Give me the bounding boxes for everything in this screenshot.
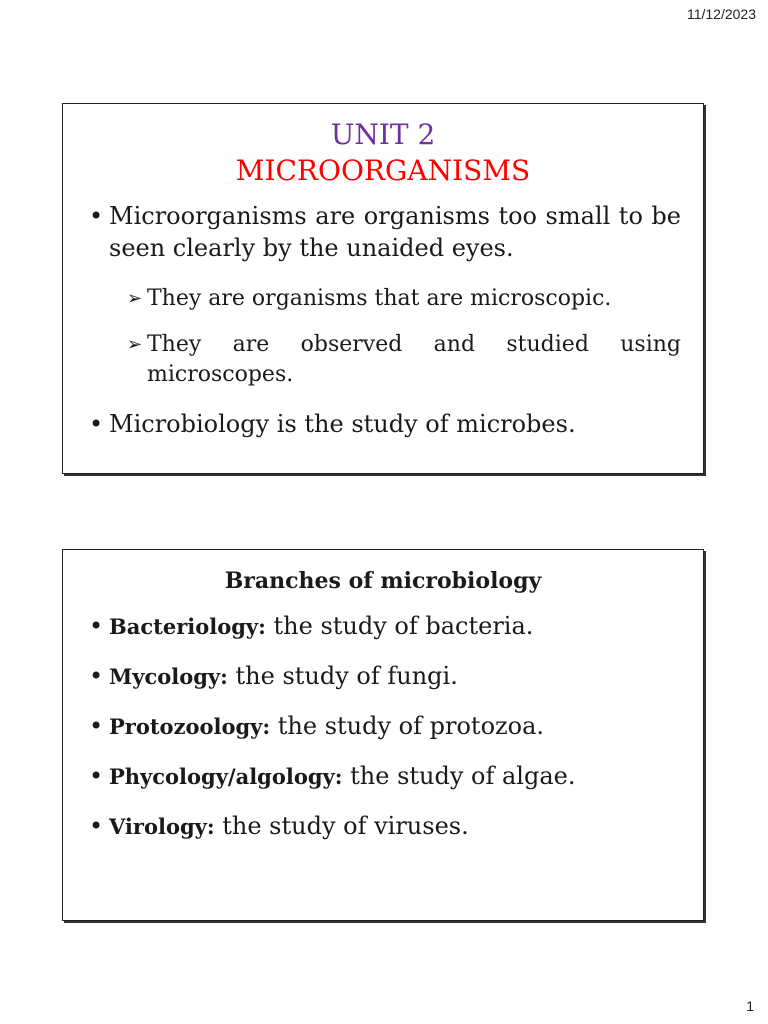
branch-term: Mycology: [109,664,228,689]
branch-description: the study of protozoa. [270,712,545,740]
page-number: 1 [746,998,754,1014]
branch-item [89,660,683,693]
bullet-dot-icon: • [89,762,104,790]
bullet-dot-icon: • [89,202,104,230]
branch-description: the study of algae. [342,762,576,790]
arrow-bullet-icon: ➢ [127,334,143,355]
bullet-item [89,200,681,264]
branch-term: Phycology/algology: [109,764,343,789]
print-date: 11/12/2023 [686,6,756,22]
sub-bullet-text: They are organisms that are microscopic. [147,286,612,311]
bullet-text: Microbiology is the study of microbes. [109,410,576,438]
bullet-item [89,408,681,440]
bullet-dot-icon: • [89,812,104,840]
slide-1 [62,103,704,474]
slide-subtitle: MICROORGANISMS [235,154,531,187]
bullet-text: Microorganisms are organisms too small to be seen clearly by the unaided eyes. [109,202,681,262]
sub-bullet-item [127,330,681,390]
branch-term: Protozoology: [109,714,271,739]
sub-bullet-item [127,284,681,314]
branch-item [89,610,683,643]
bullet-dot-icon: • [89,410,104,438]
branch-item [89,710,683,743]
branch-description: the study of bacteria. [265,612,534,640]
branch-item [89,760,683,793]
arrow-bullet-icon: ➢ [127,288,143,309]
branch-description: the study of viruses. [214,812,469,840]
bullet-dot-icon: • [89,662,104,690]
branch-term: Bacteriology: [109,614,266,639]
bullet-dot-icon: • [89,612,104,640]
branch-item [89,810,683,843]
branch-term: Virology: [109,814,215,839]
sub-bullet-text: They are observed and studied using microscopes. [147,332,681,387]
section-heading: Branches of microbiology [224,568,542,594]
branch-description: the study of fungi. [227,662,458,690]
slide-title: UNIT 2 [330,118,436,151]
slide-2 [62,549,704,921]
bullet-dot-icon: • [89,712,104,740]
